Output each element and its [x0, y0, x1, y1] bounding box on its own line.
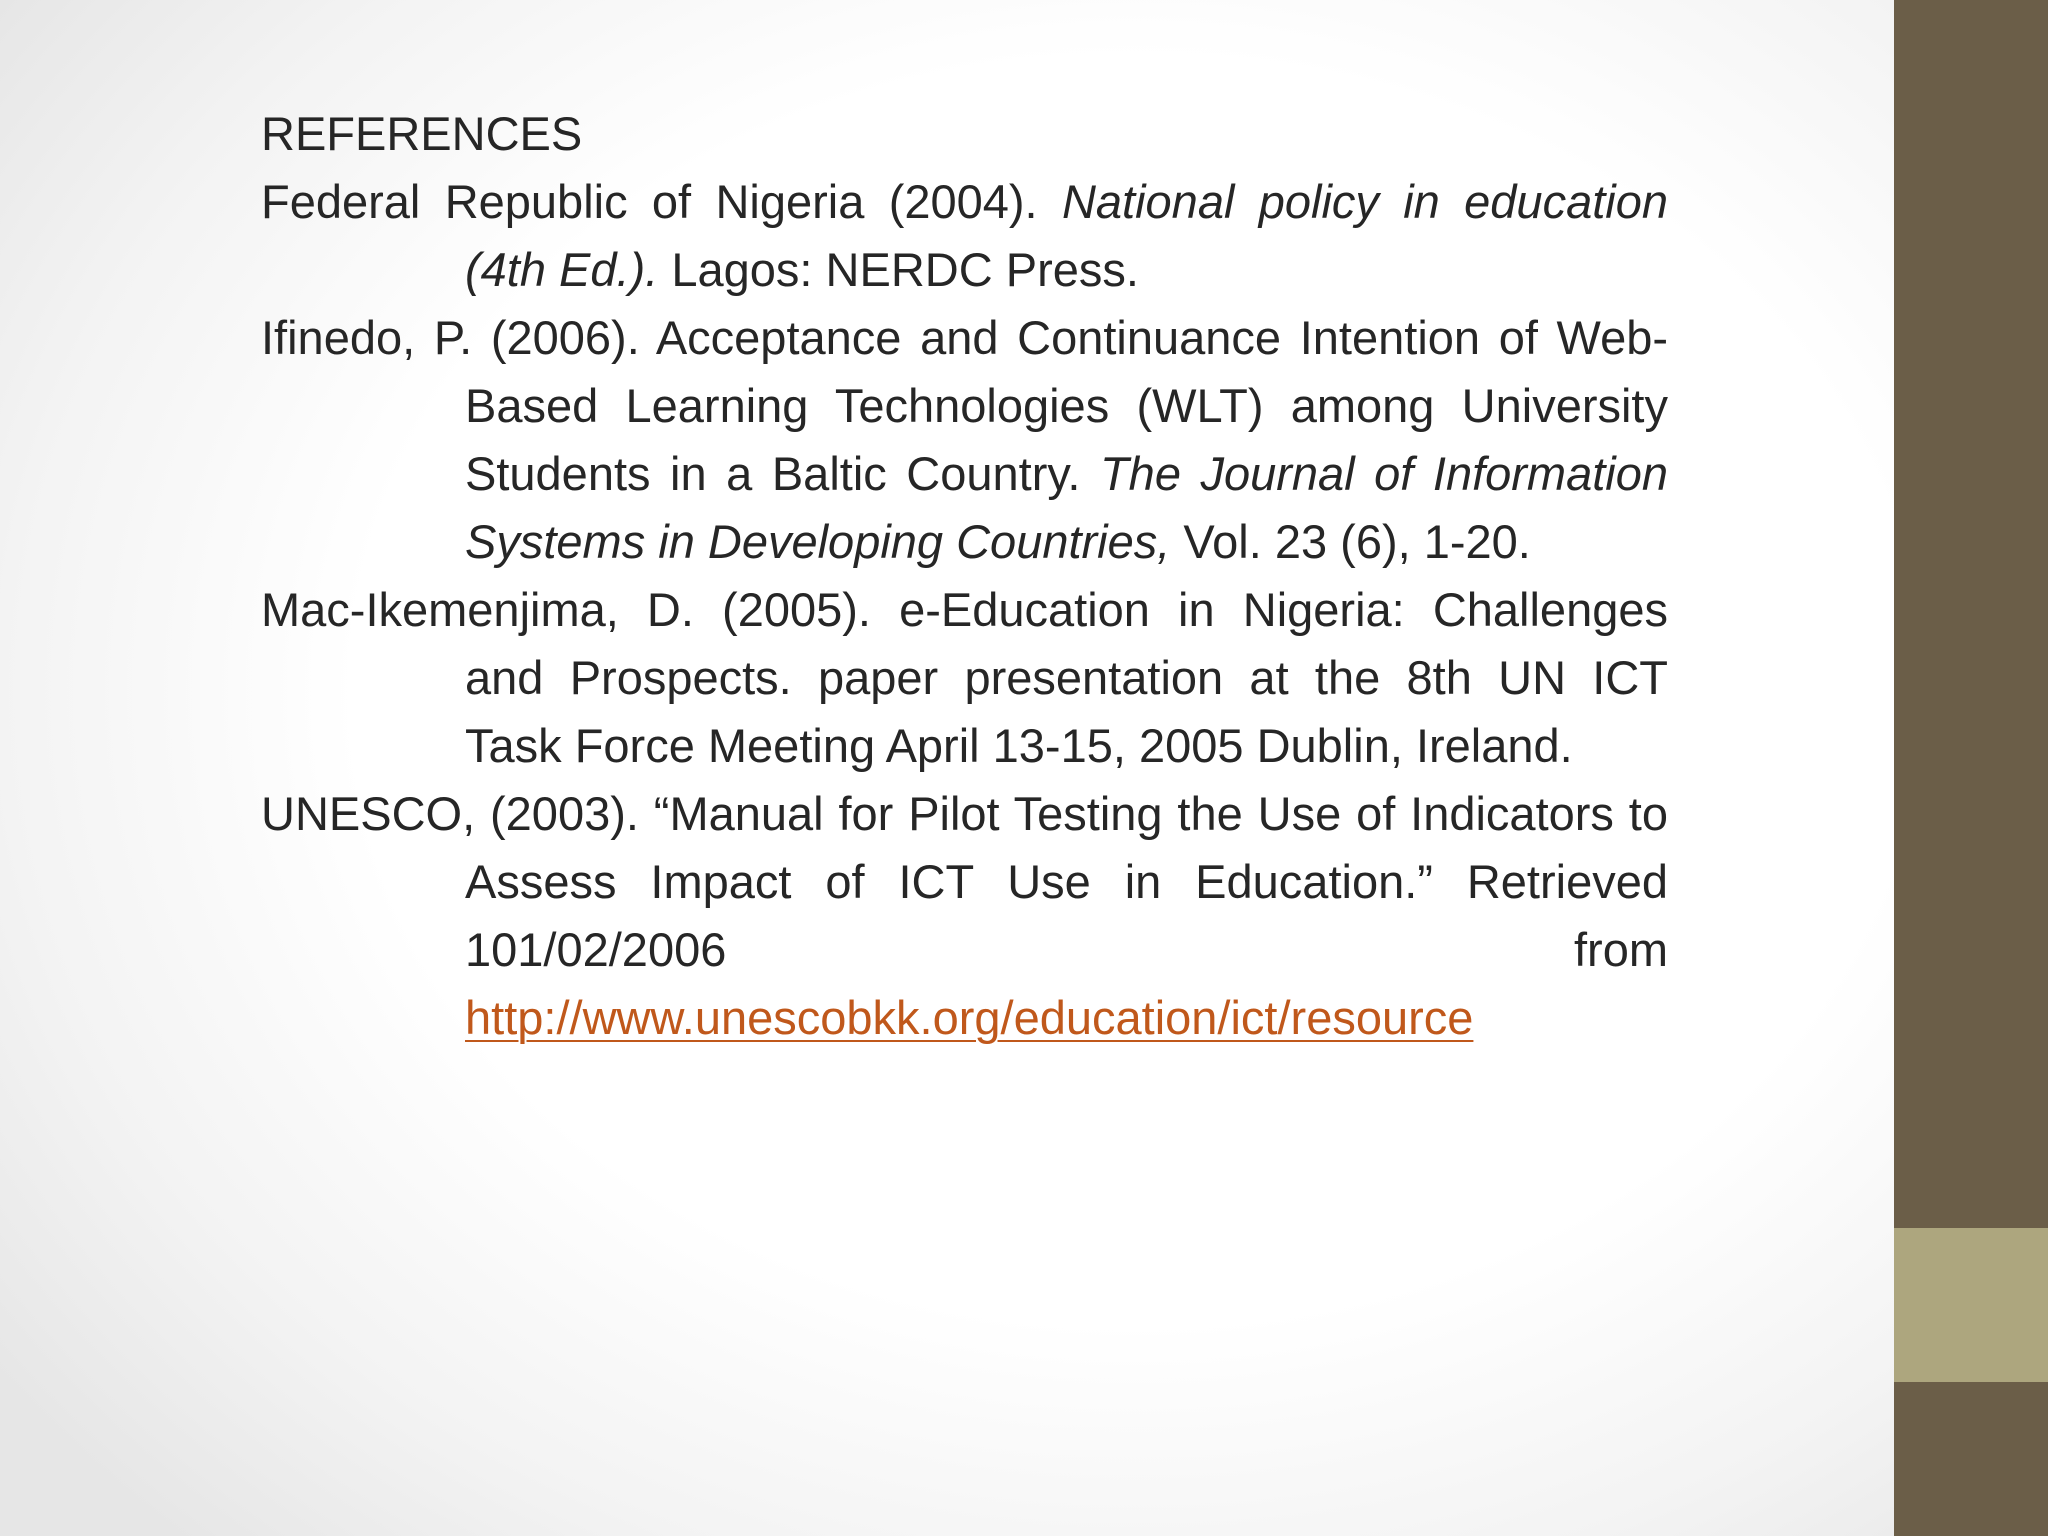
- reference-entry-4: [261, 780, 1668, 1052]
- references-heading: REFERENCES: [261, 107, 583, 160]
- reference-3-text: Mac-Ikemenjima, D. (2005). e-Education in Nigeria: Challenges and Prospects. paper presentation at the 8th UN ICT Task Force Meeting April 13-15, 2005 Dublin, Ireland.: [261, 583, 1668, 772]
- reference-entry-3: [261, 576, 1668, 780]
- reference-1-text: Federal Republic of Nigeria (2004).: [261, 175, 1062, 228]
- reference-4-link[interactable]: http://www.unescobkk.org/education/ict/resource: [465, 991, 1474, 1044]
- reference-entry-1: [261, 168, 1668, 304]
- reference-entry-2: [261, 304, 1668, 576]
- reference-2-journal: The Journal of Information Systems in Developing Countries,: [465, 447, 1669, 568]
- reference-2-volume: Vol. 23 (6), 1-20.: [1170, 515, 1531, 568]
- references-body: [261, 100, 1668, 1052]
- reference-1-title: National policy in education (4th Ed.).: [465, 175, 1668, 296]
- side-bar-accent: [1894, 1228, 2048, 1382]
- reference-4-text: UNESCO, (2003). “Manual for Pilot Testing the Use of Indicators to Assess Impact of ICT Use in Education.” Retrieved 101/02/2006 from: [261, 787, 1668, 976]
- reference-2-text: Ifinedo, P. (2006). Acceptance and Continuance Intention of Web- Based Learning Technologies (WLT) among University Students in a Baltic Country.: [261, 311, 1668, 500]
- reference-1-publisher: Lagos: NERDC Press.: [658, 243, 1139, 296]
